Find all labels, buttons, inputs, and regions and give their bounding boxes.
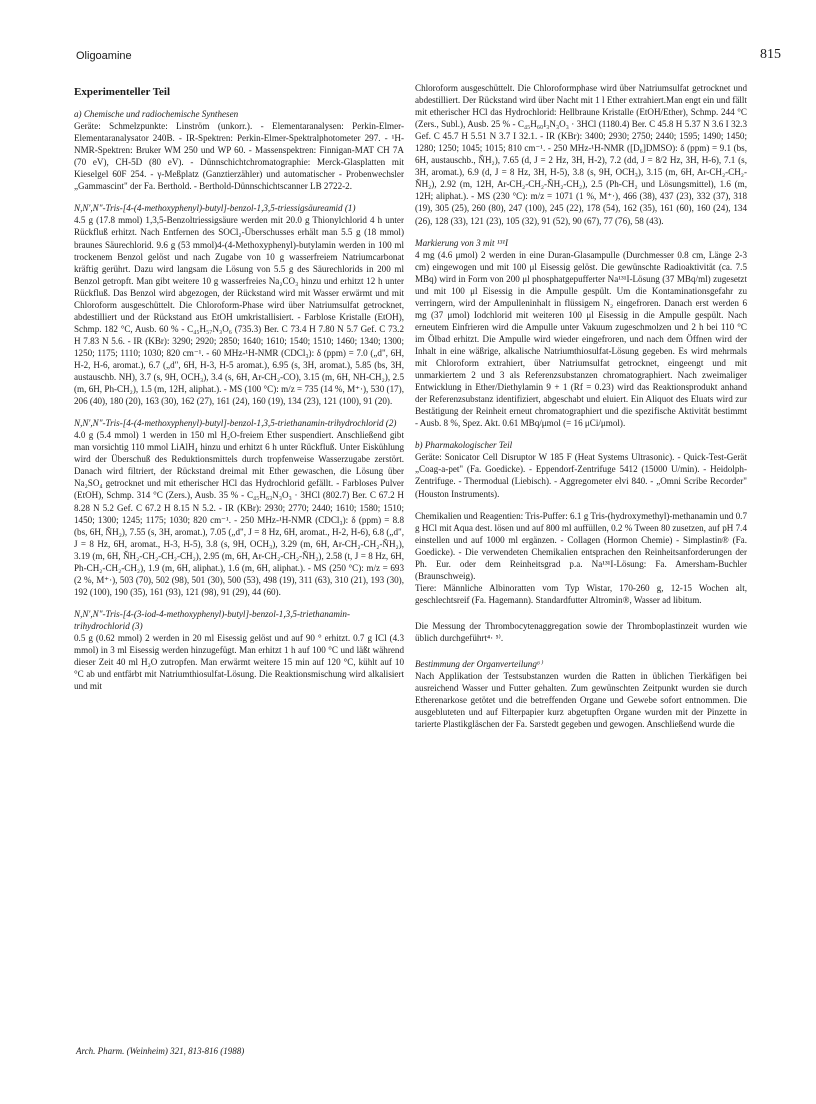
pharm-devices: Geräte: Sonicator Cell Disruptor W 185 F (Heat Systems Ultrasonic). - Quick-Test-Gerät „Coag-a-pet" (Fa. Goedicke). - Eppendorf-Zentrifuge 5412 (15000 U/min). - Heidolph-Zentrifuge. - Thermodual (Liebisch). - Aggregometer elvi 840. - „Omni Scribe Recorder" (Houston Instruments). [415, 452, 747, 499]
page-number: 815 [760, 47, 781, 62]
compound-3-text: 0.5 g (0.62 mmol) 2 werden in 20 ml Eisessig gelöst und auf 90 ° erhitzt. 0.7 g ICl (4.3 mmol) in 3 ml Eisessig werden hinzugefügt. Man erhitzt 1 h auf 100 °C und läßt während dieser Zeit 40 ml H₂O zutropfen. Man erwärmt weitere 15 min auf 120 °C, kühlt auf 10 °C ab und entfärbt mit Natriumthiosulfat-Lösung. Die Reaktionsmischung wird alkalisiert und mit [74, 632, 404, 692]
pharm-measurement: Die Messung der Thrombocytenaggregation sowie der Thromboplastinzeit wurden wie üblich durchgeführt⁴· ⁵⁾. [415, 620, 747, 643]
compound-1-title: N,N',N"-Tris-[4-(4-methoxyphenyl)-butyl]-benzol-1,3,5-triessigsäureamid (1) [74, 203, 356, 214]
instruments-paragraph: Geräte: Schmelzpunkte: Linström (unkorr.). - Elementaranalysen: Perkin-Elmer-Elementaranalysator 240B. - IR-Spektren: Perkin-Elmer-Spektralphotometer 297. - ¹H-NMR-Spektren: Bruker WM 250 und WP 60. - Massenspektren: Finnigan-MAT CH 7A (70 eV), CH-5D (80 eV). - Dünnschichtchromatographie: Merck-Glasplatten mit Kieselgel 60F 254. - γ-Meßplatz (Ganztierzähler) und automatischer - Probenwechsler „Gammascint" der Fa. Berthold. - Berthold-Dünnschichtscanner LB 2722-2. [74, 121, 404, 192]
pharm-chemicals: Chemikalien und Reagentien: Tris-Puffer: 6.1 g Tris-(hydroxymethyl)-methanamin und 0.7 g HCl mit Aqua dest. lösen und auf 800 ml auffüllen, 0.2 % Tween 80 zusetzen, auf pH 7.4 einstellen und auf 1000 ml ergänzen. - Collagen (Hormon Chemie) - Simplastin® (Fa. Goedicke). - Die verwendeten Chemikalien entsprachen den Reinheitsanforderungen der Ph. Eur. oder dem Reinheitsgrad p.a. Na¹³¹I-Lösung: Fa. Amersham-Buchler (Braunschweig). [415, 510, 747, 581]
compound-3-continuation: Chloroform ausgeschüttelt. Die Chloroformphase wird über Natriumsulfat getrocknet und abdestilliert. Der Rückstand wird über Nacht mit 1 l Ether extrahiert.Man engt ein und fällt mit etherischer HCl das Hydrochlorid: Hellbraune Kristalle (EtOH/Ether), Schmp. 244 °C (Zers., Subl.), Ausb. 25 % - C₄₅H₆₀I₃N₃O₃ · 3HCl (1180.4) Ber. C 45.8 H 5.37 N 3.6 I 32.3 Gef. C 45.7 H 5.51 N 3.7 I 32.1. - IR (KBr): 3400; 2930; 2750; 2440; 1595; 1490; 1450; 1280; 1250; 1045; 1015; 810 cm⁻¹. - 250 MHz-¹H-NMR ([D₆]DMSO): δ (ppm) = 9.1 (bs, 6H, austauschb., ŇH₂), 7.65 (d, J = 2 Hz, 3H, H-2), 7.2 (dd, J = 8/2 Hz, 3H, H-6), 7.1 (s, 3H, aromat.), 6.9 (d, J = 8 Hz, 3H, H-5), 3.8 (s, 9H, OCH₃), 3.15 (m, 6H, Ar-CH₂-CH₂-ŇH₂), 2.92 (m, 12H, Ar-CH₂-CH₂-ŇH₂-CH₂), 2.5 (Ph-CH₂ und Lösungsmittel), 1.6 (m, 12H; aliphat.). - MS (230 °C): m/z = 1071 (1 %, M⁺·), 466 (38), 437 (23), 332 (37), 318 (19), 305 (25), 260 (80), 247 (100), 245 (22), 178 (54), 162 (35), 161 (60), 160 (24), 134 (26), 128 (33), 121 (23), 105 (32), 91 (52), 90 (67), 77 (76), 58 (43). [415, 83, 747, 226]
compound-3-title: N,N',N"-Tris-[4-(3-iod-4-methoxyphenyl)-butyl]-benzol-1,3,5-triethanamin-trihydrochlorid (3) [74, 608, 351, 631]
labeling-title: Markierung von 3 mit ¹³¹I [415, 237, 509, 248]
journal-citation: Arch. Pharm. (Weinheim) 321, 813-816 (1988) [76, 1046, 245, 1056]
section-title: Experimenteller Teil [74, 86, 171, 98]
left-column [74, 82, 404, 692]
organ-distribution-title: Bestimmung der Organverteilung⁶⁾ [415, 659, 543, 670]
compound-2-text: 4.0 g (5.4 mmol) 1 werden in 150 ml H₂O-freiem Ether suspendiert. Anschließend gibt man vorsichtig 110 mmol LiAlH₄ hinzu und erhitzt 6 h unter Rückfluß. Unter Eiskühlung wird der Überschuß des Reduktionsmittels durch tropfenweise Wasserzugabe zerstört. Danach wird filtriert, der Rückstand dreimal mit Ether gewaschen, die Lösung über Na₂SO₄ getrocknet und mit etherischer HCl das Hydrochlorid gefällt. - Farbloses Pulver (EtOH), Schmp. 314 °C (Zers.), Ausb. 35 % - C₄₅H₆₃N₃O₃ · 3HCl (802.7) Ber. C 67.2 H 8.28 N 5.2 Gef. C 67.2 H 8.15 N 5.2. - IR (KBr): 2930; 2770; 2440; 1610; 1580; 1510; 1450; 1300; 1245; 1175; 1030; 820 cm⁻¹. - 250 MHz-¹H-NMR (CDCl₃): δ (ppm) = 8.8 (bs, 6H, ŇH₂), 7.55 (s, 3H, aromat.), 7.05 („d", J = 8 Hz, 6H, aromat., H-2, H-6), 6.8 („d", J = 8 Hz, 6H, aromat., H-3, H-5), 3.8 (s, 9H, OCH₃), 3.29 (m, 6H, Ar-CH₂-CH₂-ŇH₂), 3.19 (m, 6H, ŇH₂-CH₂-CH₂-CH₂), 2.95 (m, 6H, Ar-CH₂-CH₂-ŇH₂), 2.58 (t, J = 8 Hz, 6H, Ph-CH₂-CH₂-CH₂), 1.9 (m, 6H, aliphat.), 1.6 (m, 6H, aliphat.). - MS (250 °C): m/z = 693 (2 %, M⁺·), 503 (70), 502 (98), 501 (30), 500 (53), 498 (19), 311 (63), 310 (21), 193 (30), 192 (100), 190 (35), 161 (93), 121 (98), 91 (29), 44 (60). [74, 430, 404, 597]
compound-1-text: 4.5 g (17.8 mmol) 1,3,5-Benzoltriessigsäure werden mit 20.0 g Thionylchlorid 4 h unter Rückfluß erhitzt. Nach Entfernen des SOCl₂-Überschusses erhält man 5.5 g (18 mmol) braunes Säurechlorid. 9.6 g (53 mmol)4-(4-Methoxyphenyl)-butylamin werden in 100 ml trockenem Benzol gelöst und nach Zugabe von 10 g wasserfreiem Natriumcarbonat kräftig gerührt. Dazu wird langsam die Lösung von 5.5 g des Säurechlorids in 200 ml Benzol getropft. Man gibt weitere 10 g wasserfreies Na₂CO₃ hinzu und erhitzt 12 h unter Rückfluß. Das Benzol wird abgezogen, der Rückstand wird mit Wasser erwärmt und mit Chloroform ausgeschüttelt. Die Chloroform-Phase wird über Natriumsulfat getrocknet, abdestilliert und der Rückstand aus EtOH umkristallisiert. - Farblose Kristalle (EtOH), Schmp. 182 °C, Ausb. 60 % - C₄₅H₅₇N₃O₆ (735.3) Ber. C 73.4 H 7.80 N 5.7 Gef. C 73.2 H 7.83 N 5.6. - IR (KBr): 3290; 2920; 2850; 1640; 1610; 1540; 1510; 1460; 1340; 1300; 1250; 1175; 1110; 1030; 820 cm⁻¹. - 60 MHz-¹H-NMR (CDCl₃): δ (ppm) = 7.0 („d", 6H, H-2, H-6, aromat.), 6.7 („d", 6H, H-3, H-5 aromat.), 6.95 (s, 3H, aromat.), 5.85 (bs, 3H, austauschb. NH), 3.7 (s, 9H, OCH₃), 3.4 (s, 6H, Ar-CH₂-CO), 3.15 (m, 6H, NH-CH₂), 2.5 (m, 6H, Ph-CH₂), 1.5 (m, 12H, aliphat.). - MS (100 °C): m/z = 735 (14 %, M⁺·), 530 (17), 206 (40), 180 (20), 163 (30), 162 (27), 161 (24), 160 (19), 134 (23), 121 (100), 91 (20). [74, 215, 404, 407]
right-column [415, 82, 747, 730]
labeling-text: 4 mg (4.6 μmol) 2 werden in eine Duran-Glasampulle (Durchmesser 0.8 cm, Länge 2-3 cm) eingewogen und mit 100 μl Eisessig gelöst. Die gewünschte Radioaktivität (ca. 7.5 MBq) wird in Form von 200 μl phosphatgepufferter Na¹³¹I-Lösung (37 MBq/ml) zugesetzt und mit 100 μl Eisessig in die Ampulle gespült. Um die Kontaminationsgefahr zu verringern, wird der Ampulleninhalt in flüssigem N₂ eingefroren. Danach erst werden 6 mg (37 μmol) Iodchlorid mit weiteren 100 μl Eisessig in die Ampulle gespült. Nach erneutem Einfrieren wird die Ampulle unter Vakuum zugeschmolzen und 2 h bei 110 °C im Ölbad erhitzt. Die Ampulle wird wieder eingefroren, und nach dem Öffnen wird der Inhalt in eine wäßrige, alkalische Natriumthiosulfat-Lösung gegeben. Es wird mehrmals mit Chloroform extrahiert, über Natriumsulfat getrocknet, eingeengt und mit unmarkiertem 2 und 3 als Referenzsubstanzen chromatographiert. Nach zweimaliger Entwicklung in Ether/Diethylamin 9 + 1 (Rf = 0.23) wird das Reaktionsprodukt anhand der Referenzsubstanz identifiziert, abgeschabt und eluiert. Ein Aliquot des Eluats wird zur Bestätigung der Reinheit erneut chromatographiert und die spezifische Aktivität bestimmt - Ausb. 8 %, Spez. Akt. 0.61 MBq/μmol (= 16 μCi/μmol). [415, 249, 747, 429]
compound-2-title: N,N',N"-Tris-[4-(4-methoxyphenyl)-butyl]-benzol-1,3,5-triethanamin-trihydrochlorid (2) [74, 418, 397, 429]
subsection-title-synthesis: a) Chemische und radiochemische Synthesen [74, 109, 239, 120]
running-title: Oligoamine [76, 50, 132, 62]
organ-distribution-text: Nach Applikation der Testsubstanzen wurden die Ratten in üblichen Tierkäfigen bei ausreichend Wasser und Futter gehalten. Zum gewünschten Zeitpunkt wurden sie durch Etherenarkose getötet und die betreffenden Organe und Gewebe sofort entnommen. Die ausgebluteten und auf Filterpapier kurz abgetupften Organe wurden mit der Pinzette in tarierte Plastikgläschen der Fa. Sarstedt gegeben und gewogen. Anschließend wurde die [415, 671, 747, 730]
pharm-animals: Tiere: Männliche Albinoratten vom Typ Wistar, 170-260 g, 12-15 Wochen alt, geschlechtsreif (Fa. Hagemann). Standardfutter Altromin®, Wasser ad libitum. [415, 582, 747, 605]
subsection-title-pharmacology: b) Pharmakologischer Teil [415, 440, 513, 451]
